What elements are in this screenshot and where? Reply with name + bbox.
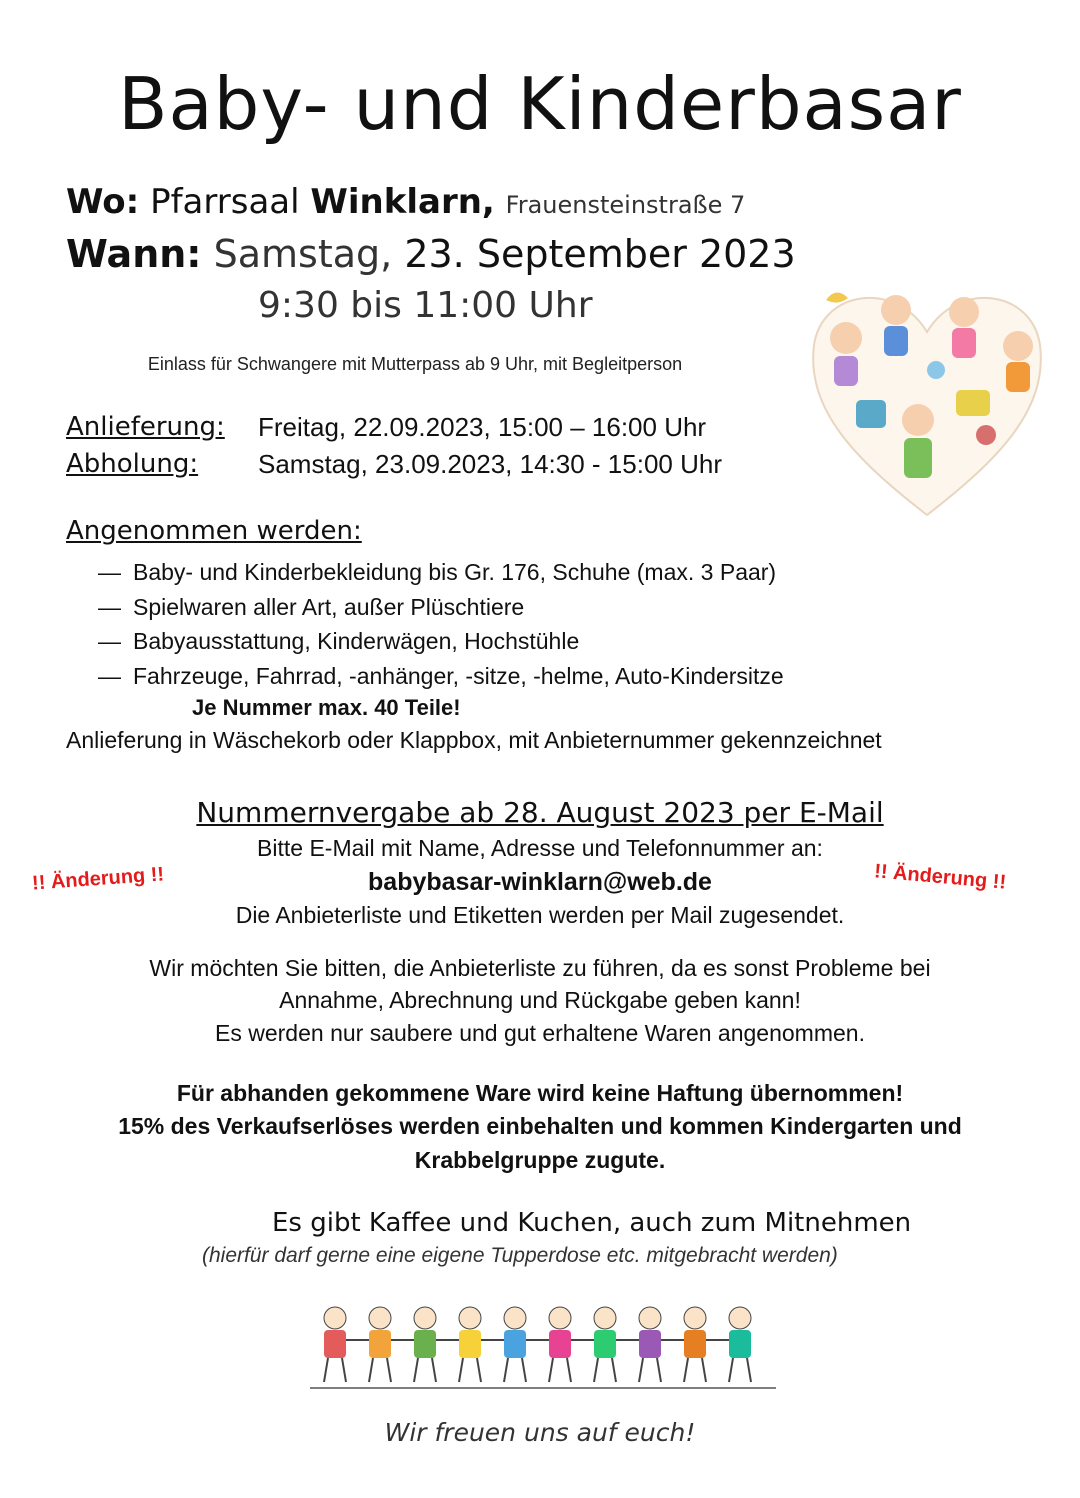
where-label: Wo: <box>66 182 140 222</box>
cafe-line: Es gibt Kaffee und Kuchen, auch zum Mitnehmen <box>272 1208 912 1238</box>
liability-line: Krabbelgruppe zugute. <box>414 1147 666 1173</box>
numbers-sent: Die Anbieterliste und Etiketten werden per Mail zugesendet. <box>235 902 845 928</box>
numbers-heading-text: Nummernvergabe ab 28. August 2023 per E-Mail <box>196 796 884 829</box>
delivery-value: Freitag, 22.09.2023, 15:00 – 16:00 Uhr <box>258 412 707 442</box>
when-day: Samstag, <box>213 232 393 276</box>
pickup-value: Samstag, 23.09.2023, 14:30 - 15:00 Uhr <box>258 449 722 479</box>
email-address: babybasar-winklarn@web.de <box>368 868 712 896</box>
when-line <box>66 232 796 276</box>
request-line: Wir möchten Sie bitten, die Anbieterliste zu führen, da es sonst Probleme bei <box>149 955 931 981</box>
einlass-note: Einlass für Schwangere mit Mutterpass ab 9 Uhr, mit Begleitperson <box>147 354 683 374</box>
place-main: Winklarn, <box>310 182 495 222</box>
when-time: 9:30 bis 11:00 Uhr <box>258 285 593 326</box>
list-item: — Babyausstattung, Kinderwägen, Hochstühle <box>98 624 784 659</box>
children-heart-icon <box>796 260 1058 530</box>
delivery-label: Anlieferung: <box>66 412 225 442</box>
place-prefix: Pfarrsaal <box>150 182 300 222</box>
max-parts: Je Nummer max. 40 Teile! <box>192 695 461 720</box>
liability-line: Für abhanden gekommene Ware wird keine Haftung übernommen! <box>176 1080 904 1106</box>
when-date: 23. September 2023 <box>404 232 796 276</box>
numbers-heading <box>0 796 1080 829</box>
accepted-heading: Angenommen werden: <box>66 516 362 546</box>
when-label: Wann: <box>66 232 202 276</box>
delivery-note: Anlieferung in Wäschekorb oder Klappbox, mit Anbieternummer gekennzeichnet <box>66 727 882 753</box>
list-item: — Spielwaren aller Art, außer Plüschtiere <box>98 590 784 625</box>
change-badge-left: !! Änderung !! <box>31 863 165 895</box>
numbers-request: Bitte E-Mail mit Name, Adresse und Telefonnummer an: <box>257 835 823 861</box>
pickup-label: Abholung: <box>66 449 199 479</box>
dancing-kids-icon <box>310 1296 776 1396</box>
request-line: Es werden nur saubere und gut erhaltene Waren angenommen. <box>215 1020 865 1046</box>
cafe-note: (hierfür darf gerne eine eigene Tupperdose etc. mitgebracht werden) <box>202 1244 838 1267</box>
list-item: — Baby- und Kinderbekleidung bis Gr. 176, Schuhe (max. 3 Paar) <box>98 555 784 590</box>
page-title: Baby- und Kinderbasar <box>118 62 962 146</box>
closing-line: Wir freuen uns auf euch! <box>384 1418 696 1447</box>
liability-line: 15% des Verkaufserlöses werden einbehalten und kommen Kindergarten und <box>118 1113 962 1139</box>
list-item: — Fahrzeuge, Fahrrad, -anhänger, -sitze, -helme, Auto-Kindersitze <box>98 659 784 694</box>
accepted-list <box>98 555 784 693</box>
where-line <box>66 182 745 222</box>
request-line: Annahme, Abrechnung und Rückgabe geben kann! <box>279 987 801 1013</box>
change-badge-right: !! Änderung !! <box>873 860 1007 894</box>
address: Frauensteinstraße 7 <box>505 191 746 219</box>
